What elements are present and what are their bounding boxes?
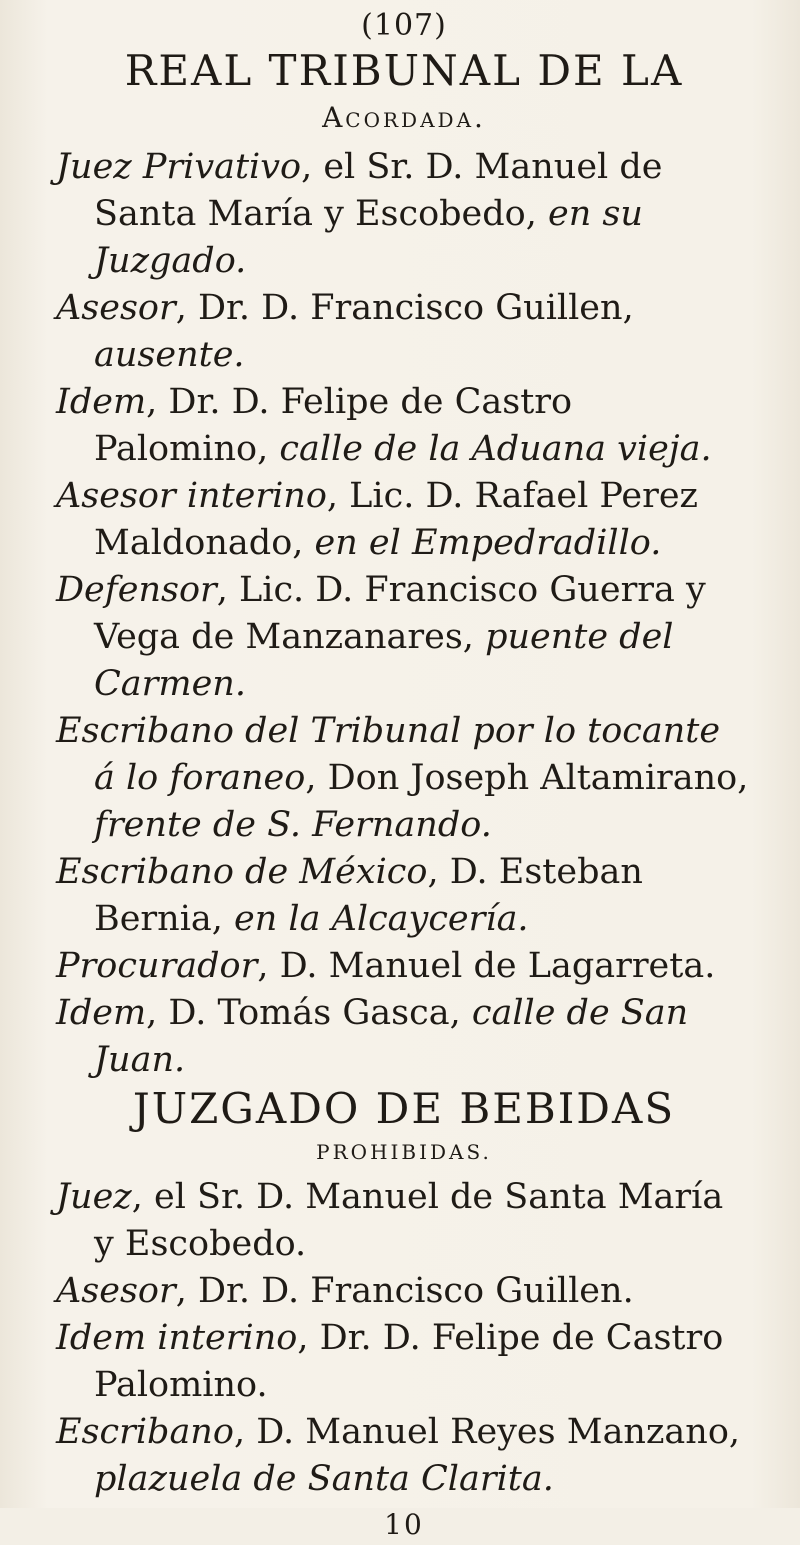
entry-role: Procurador (56, 946, 258, 986)
entry: Asesor, Dr. D. Francisco Guillen, ausente. (56, 288, 634, 375)
entry-role: Idem interino (56, 1318, 298, 1358)
entry: Juez, el Sr. D. Manuel de Santa María y Escobedo. (56, 1177, 724, 1264)
entry: Idem, D. Tomás Gasca, calle de San Juan. (56, 993, 689, 1080)
entry-name: el Sr. D. Manuel de Santa María y Escobedo. (94, 1177, 724, 1264)
entry-address: en su Juzgado. (94, 194, 643, 281)
entry-name: Dr. D. Felipe de Castro Palomino. (94, 1318, 724, 1405)
entry-role: Defensor (56, 570, 217, 610)
entry: Escribano de México, D. Esteban Bernia, en la Alcaycería. (56, 852, 643, 939)
entry-role: Idem (56, 382, 147, 422)
entry-role: Idem (56, 993, 147, 1033)
entry: Juez Privativo, el Sr. D. Manuel de Santa María y Escobedo, en su Juzgado. (56, 147, 663, 281)
entry-address: ausente. (94, 335, 245, 375)
entry-address: calle de la Aduana vieja. (279, 429, 712, 469)
entry-role: Asesor (56, 1271, 176, 1311)
entry-role: Escribano del Tribunal por lo tocante á lo foraneo (56, 711, 721, 798)
entry-address: plazuela de Santa Clarita. (94, 1459, 554, 1499)
entry: Idem, Dr. D. Felipe de Castro Palomino, calle de la Aduana vieja. (56, 382, 712, 469)
entry-role: Asesor (56, 288, 176, 328)
entry: Defensor, Lic. D. Francisco Guerra y Vega de Manzanares, puente del Carmen. (56, 570, 706, 704)
entry-role: Juez Privativo (56, 147, 302, 187)
entry: Procurador, D. Manuel de Lagarreta. (56, 946, 716, 986)
entry-role: Juez (56, 1177, 132, 1217)
section-subtitle: Acordada. (322, 101, 486, 134)
signature-mark: 10 (384, 1508, 424, 1541)
entry-role: Escribano de México (56, 852, 428, 892)
entry: Asesor, Dr. D. Francisco Guillen. (56, 1271, 634, 1311)
entry-name: Don Joseph Altamirano (327, 758, 738, 798)
entry-name: D. Manuel de Lagarreta. (279, 946, 716, 986)
entry-name: Lic. D. Francisco Guerra y Vega de Manzanares (94, 570, 706, 657)
entry-name: D. Tomás Gasca (168, 993, 450, 1033)
entry-name: D. Manuel Reyes Manzano (256, 1412, 729, 1452)
entry-name: Lic. D. Rafael Perez Maldonado (94, 476, 698, 563)
entry: Escribano del Tribunal por lo tocante á lo foraneo, Don Joseph Altamirano, frente de S. Fernando. (56, 711, 749, 845)
entry-address: en el Empedradillo. (314, 523, 662, 563)
entry-address: en la Alcaycería. (234, 899, 529, 939)
entry: Asesor interino, Lic. D. Rafael Perez Maldonado, en el Empedradillo. (56, 476, 698, 563)
page-number: (107) (361, 8, 447, 43)
entry: Escribano, D. Manuel Reyes Manzano, plazuela de Santa Clarita. (56, 1412, 741, 1499)
entry-address: frente de S. Fernando. (94, 805, 492, 845)
entry-list (56, 144, 752, 1084)
section-title: JUZGADO DE BEBIDAS (132, 1084, 676, 1133)
entry-list (56, 1174, 752, 1503)
entry-role: Escribano (56, 1412, 234, 1452)
entry-address: calle de San Juan. (94, 993, 689, 1080)
section-title: REAL TRIBUNAL DE LA (124, 46, 684, 95)
entry-name: Dr. D. Francisco Guillen. (197, 1271, 634, 1311)
entry-role: Asesor interino (56, 476, 327, 516)
section-subtitle: PROHIBIDAS. (316, 1140, 492, 1164)
entry-name: el Sr. D. Manuel de Santa María y Escobedo (94, 147, 663, 234)
entry-name: Dr. D. Felipe de Castro Palomino (94, 382, 573, 469)
entry-address: puente del Carmen. (94, 617, 674, 704)
entry-name: Dr. D. Francisco Guillen (197, 288, 623, 328)
entry: Idem interino, Dr. D. Felipe de Castro Palomino. (56, 1318, 724, 1405)
entry-name: D. Esteban Bernia (94, 852, 643, 939)
